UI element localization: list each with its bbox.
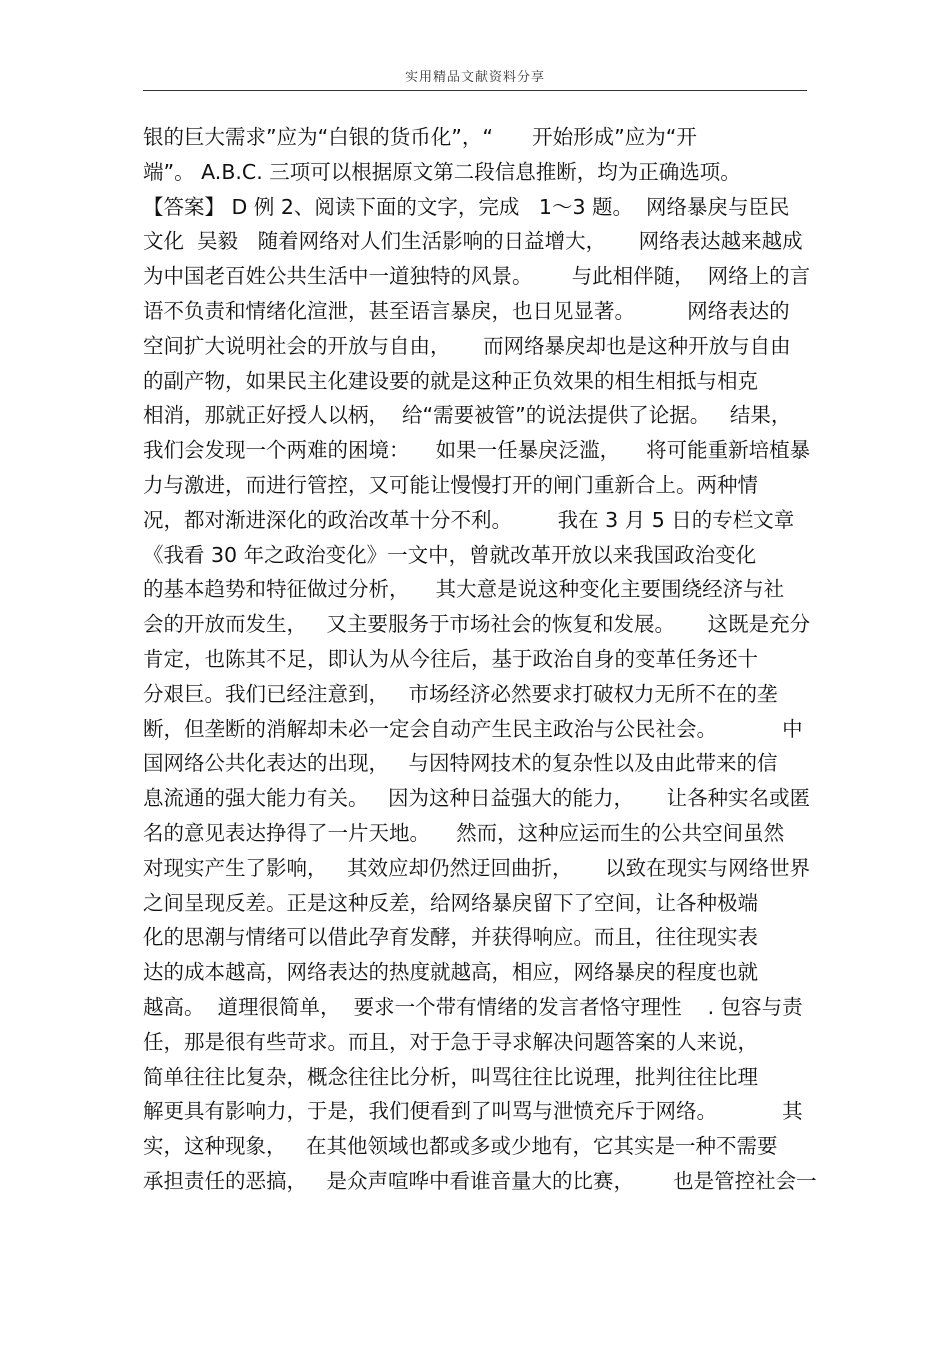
page-header: 实用精品文献资料分享 [404,70,545,85]
text-line: 之间呈现反差。正是这种反差，给网络暴戾留下了空间，让各种极端 [143,890,758,915]
text-line: 力与激进，而进行管控，又可能让慢慢打开的闸门重新合上。两种情 [143,472,758,497]
text-line: 断，但垄断的消解却未必一定会自动产生民主政治与公民社会。 中 [143,716,803,741]
header-divider [143,90,807,91]
text-line: 承担责任的恶搞， 是众声喧哗中看谁音量大的比赛， 也是管控社会一 [143,1168,817,1193]
text-line: 【答案】 D 例 2、阅读下面的文字，完成 1～3 题。 网络暴戾与臣民 [143,194,790,219]
text-line: 银的巨大需求”应为“白银的货币化”，“ 开始形成”应为“开 [143,125,697,149]
text-line: 实，这种现象， 在其他领域也都或多或少地有，它其实是一种不需要 [143,1134,778,1159]
text-line: 越高。 道理很简单， 要求一个带有情绪的发言者恪守理性 . 包容与责 [143,994,803,1019]
text-line: 文化 吴毅 随着网络对人们生活影响的日益增大， 网络表达越来越成 [143,229,803,254]
text-line: 况，都对渐进深化的政治改革十分不利。 我在 3 月 5 日的专栏文章 [143,507,795,532]
text-line: 空间扩大说明社会的开放与自由， 而网络暴戾却也是这种开放与自由 [143,333,791,358]
text-line: 语不负责和情绪化渲泄，甚至语言暴戾，也日见显著。 网络表达的 [143,298,790,323]
text-line: 名的意见表达挣得了一片天地。 然而，这种应运而生的公共空间虽然 [143,820,785,845]
text-line: 化的思潮与情绪可以借此孕育发酵，并获得响应。而且，往往现实表 [143,925,758,950]
text-line: 息流通的强大能力有关。 因为这种日益强大的能力， 让各种实名或匿 [143,786,811,811]
text-line: 简单往往比复杂，概念往往比分析，叫骂往往比说理，批判往往比理 [143,1064,758,1089]
text-line: 会的开放而发生， 又主要服务于市场社会的恢复和发展。 这既是充分 [143,612,811,637]
text-line: 肯定，也陈其不足，即认为从今往后，基于政治自身的变革任务还十 [143,646,758,671]
text-line: 的副产物，如果民主化建设要的就是这种正负效果的相生相抵与相克 [143,368,758,393]
text-line: 解更具有影响力，于是，我们便看到了叫骂与泄愤充斥于网络。 其 [143,1099,803,1124]
text-line: 任，那是很有些苛求。而且，对于急于寻求解决问题答案的人来说， [143,1029,758,1054]
text-line: 《我看 30 年之政治变化》一文中，曾就改革开放以来我国政治变化 [143,542,757,567]
text-line: 相消，那就正好授人以柄， 给“需要被管”的说法提供了论据。 结果， [143,403,792,428]
text-line: 的基本趋势和特征做过分析， 其大意是说这种变化主要围绕经济与社 [143,577,785,602]
text-line: 为中国老百姓公共生活中一道独特的风景。 与此相伴随， 网络上的言 [143,264,811,289]
document-body [143,120,823,1199]
text-line: 端”。 A.B.C. 三项可以根据原文第二段信息推断，均为正确选项。 [143,159,741,184]
text-line: 我们会发现一个两难的困境： 如果一任暴戾泛滥， 将可能重新培植暴 [143,438,811,463]
text-line: 对现实产生了影响， 其效应却仍然迂回曲折， 以致在现实与网络世界 [143,855,811,880]
text-line: 达的成本越高，网络表达的热度就越高，相应，网络暴戾的程度也就 [143,960,758,985]
text-line: 国网络公共化表达的出现， 与因特网技术的复杂性以及由此带来的信 [143,751,778,776]
text-line: 分艰巨。我们已经注意到， 市场经济必然要求打破权力无所不在的垄 [143,681,778,706]
